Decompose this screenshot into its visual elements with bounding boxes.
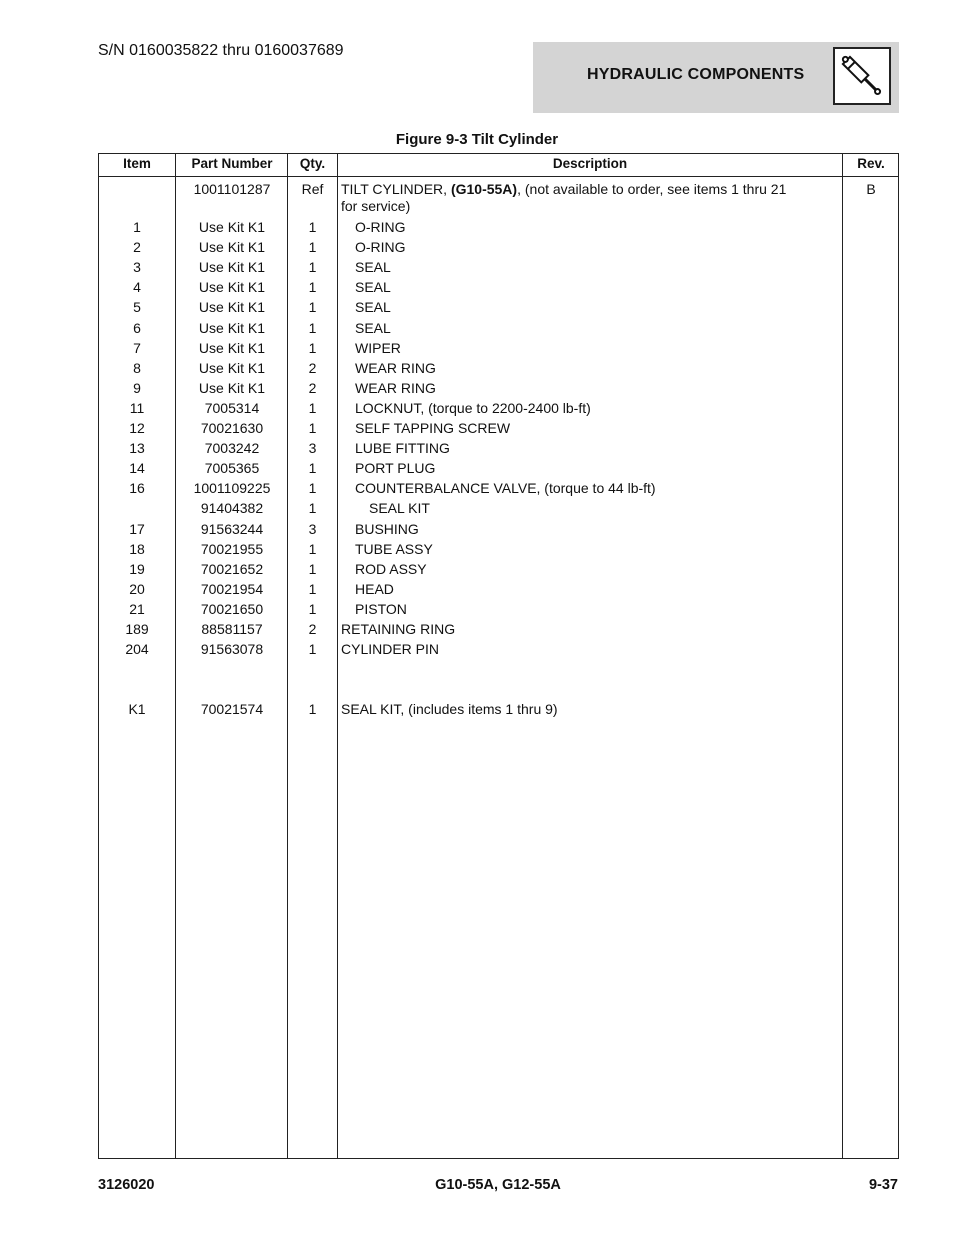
model-numbers: G10-55A, G12-55A: [435, 1177, 561, 1193]
description: PISTON: [355, 600, 407, 617]
quantity: 1: [308, 580, 317, 597]
figure-title: Figure 9-3 Tilt Cylinder: [395, 131, 559, 148]
description: COUNTERBALANCE VALVE, (torque to 44 lb-ft): [355, 480, 656, 497]
description: CYLINDER PIN: [341, 641, 440, 658]
item-number: 12: [129, 420, 145, 436]
table-row: [99, 259, 899, 279]
quantity: 1: [308, 339, 317, 356]
quantity: 3: [308, 440, 317, 457]
quantity: 2: [308, 621, 317, 637]
description: BUSHING: [355, 520, 419, 537]
description: TUBE ASSY: [355, 540, 433, 557]
quantity: 1: [308, 319, 317, 336]
quantity: 2: [308, 379, 317, 396]
part-number: 70021574: [200, 701, 264, 717]
table-row: [99, 581, 899, 601]
table-row: [99, 420, 899, 440]
description: SEAL: [355, 259, 391, 276]
quantity: 1: [308, 259, 317, 276]
quantity: Ref: [301, 181, 324, 197]
part-number: 91404382: [200, 500, 264, 517]
quantity: 1: [308, 480, 317, 497]
quantity: 1: [308, 399, 317, 416]
description: RETAINING RING: [341, 621, 456, 637]
table-row: [99, 299, 899, 319]
description: SEAL: [355, 299, 391, 316]
part-number: Use Kit K1: [198, 239, 266, 256]
table-row: [99, 541, 899, 561]
item-number: 11: [129, 399, 145, 416]
description: SEAL: [355, 279, 391, 296]
description: ROD ASSY: [355, 560, 427, 577]
description: [341, 181, 801, 215]
quantity: 2: [308, 359, 317, 376]
item-number: 6: [133, 319, 141, 336]
part-number: 91563078: [200, 641, 264, 658]
item-number: 204: [125, 641, 149, 658]
part-number: Use Kit K1: [198, 379, 266, 396]
column-header-rev: Rev.: [857, 156, 885, 171]
part-number: 70021954: [200, 580, 264, 597]
column-header-qty: Qty.: [299, 156, 326, 171]
quantity: 1: [308, 540, 317, 557]
table-row: [99, 641, 899, 661]
hydraulic-cylinder-icon: [833, 47, 891, 105]
item-number: 3: [133, 259, 141, 276]
serial-range: S/N 0160035822 thru 0160037689: [98, 42, 344, 59]
table-row: [99, 400, 899, 420]
table-row: [99, 521, 899, 541]
item-number: 13: [129, 440, 145, 457]
column-header-part-number: Part Number: [191, 156, 273, 171]
description-text: TILT CYLINDER,: [341, 181, 451, 197]
document-number: 3126020: [98, 1177, 155, 1193]
part-number: Use Kit K1: [198, 279, 266, 296]
item-number: 1: [133, 219, 141, 235]
table-row: [99, 279, 899, 299]
item-number: 18: [129, 540, 145, 557]
table-row: [99, 239, 899, 259]
item-number: 21: [129, 600, 145, 617]
quantity: 3: [308, 520, 317, 537]
table-row: [99, 360, 899, 380]
quantity: 1: [308, 500, 317, 517]
table-row: [99, 380, 899, 400]
quantity: 1: [308, 279, 317, 296]
part-number: 7003242: [204, 440, 260, 457]
part-number: 91563244: [200, 520, 264, 537]
table-row: [99, 701, 899, 721]
table-row: [99, 340, 899, 360]
column-header-item: Item: [123, 156, 151, 171]
section-title: HYDRAULIC COMPONENTS: [587, 66, 805, 83]
description: LOCKNUT, (torque to 2200-2400 lb-ft): [355, 399, 591, 416]
item-number: 2: [133, 239, 141, 256]
table-row: [99, 621, 899, 641]
quantity: 1: [308, 560, 317, 577]
part-number: Use Kit K1: [198, 219, 266, 235]
part-number: Use Kit K1: [198, 319, 266, 336]
part-number: 70021650: [200, 600, 264, 617]
table-row: [99, 500, 899, 520]
item-number: 189: [125, 621, 149, 637]
table-row: [99, 561, 899, 581]
part-number: 70021630: [200, 420, 264, 436]
part-number: 1001101287: [193, 181, 271, 197]
table-row: [99, 601, 899, 621]
description-text: , (not available to order, see items 1 thru 21 for service): [341, 181, 787, 214]
table-row: [99, 440, 899, 460]
table-row: [99, 219, 899, 239]
quantity: 1: [308, 420, 317, 436]
item-number: 14: [129, 460, 145, 477]
table-row: [99, 320, 899, 340]
section-header: [533, 42, 899, 113]
description: LUBE FITTING: [355, 440, 450, 457]
item-number: 20: [129, 580, 145, 597]
parts-table: [98, 153, 899, 1159]
item-number: 17: [129, 520, 145, 537]
description: SEAL KIT: [369, 500, 430, 517]
quantity: 1: [308, 299, 317, 316]
part-number: 1001109225: [193, 480, 271, 497]
part-number: 88581157: [201, 621, 263, 637]
item-number: 9: [133, 379, 141, 396]
quantity: 1: [308, 460, 317, 477]
item-number: 5: [133, 299, 141, 316]
description: PORT PLUG: [355, 460, 436, 477]
description: SELF TAPPING SCREW: [355, 420, 511, 436]
description: O-RING: [355, 219, 406, 235]
item-number: K1: [128, 701, 146, 717]
quantity: 1: [308, 600, 317, 617]
part-number: 7005365: [204, 460, 260, 477]
table-row: [99, 480, 899, 500]
table-row: [99, 460, 899, 480]
model-qualifier: (G10-55A): [450, 181, 518, 197]
item-number: 4: [133, 279, 141, 296]
revision: B: [866, 181, 876, 197]
description: WIPER: [355, 339, 401, 356]
quantity: 1: [308, 239, 317, 256]
part-number: Use Kit K1: [198, 299, 266, 316]
part-number: 70021955: [200, 540, 264, 557]
part-number: Use Kit K1: [198, 359, 266, 376]
part-number: Use Kit K1: [198, 339, 266, 356]
column-header-description: Description: [552, 156, 628, 171]
description: WEAR RING: [355, 379, 436, 396]
description: SEAL KIT, (includes items 1 thru 9): [341, 701, 558, 717]
part-number: 70021652: [200, 560, 264, 577]
description: SEAL: [355, 319, 391, 336]
item-number: 7: [133, 339, 141, 356]
item-number: 8: [133, 359, 141, 376]
description: O-RING: [355, 239, 406, 256]
description: HEAD: [355, 580, 394, 597]
item-number: 19: [129, 560, 145, 577]
part-number: Use Kit K1: [198, 259, 266, 276]
item-number: 16: [129, 480, 145, 497]
page-number: 9-37: [868, 1177, 898, 1193]
description: WEAR RING: [355, 359, 436, 376]
quantity: 1: [308, 219, 317, 235]
table-row: [99, 181, 899, 214]
quantity: 1: [308, 641, 317, 658]
quantity: 1: [308, 701, 317, 717]
part-number: 7005314: [204, 399, 260, 416]
